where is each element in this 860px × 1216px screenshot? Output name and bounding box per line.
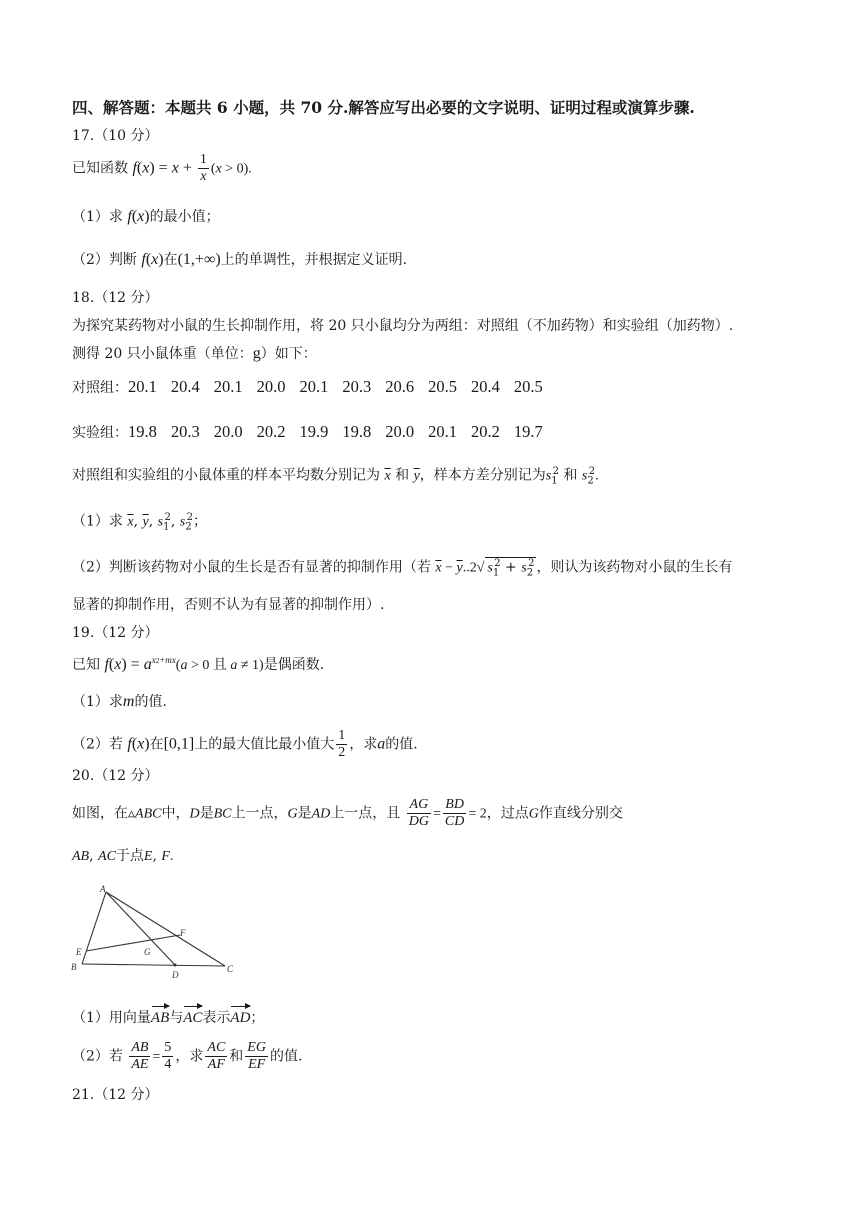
control-value: 20.5	[428, 377, 457, 396]
q18-part2: （2）判断该药物对小鼠的生长是否有显著的抑制作用（若 $\overline{x} - \overline{y}..2√$ $s_1^2 + s_2^2$ ，则认为该药物对小鼠的生长有	[72, 558, 733, 579]
label-g: G	[144, 947, 151, 957]
control-value: 20.0	[256, 377, 286, 396]
q20-part2: （2）若 $\frac{AB}{AE}$ = $\frac{5}{4}$ ，求 $\frac{AC}{AF}$ 和 $\frac{EG}{EF}$ 的值.	[72, 1040, 303, 1073]
q18-stat-def: 对照组和实验组的小鼠体重的样本平均数分别记为 $\overline{x}$ 和 $\overline{y}$，样本方差分别记为$s_1^2$ 和 $s_2^2$.	[72, 466, 599, 487]
q18-part1: （1）求 $\overline{x}$, $\overline{y}$, $s_1^2$, $s_2^2$；	[72, 512, 207, 533]
q18-exp-row: 实验组：19.8 20.3 20.0 20.2 19.9 19.8 20.0 20.1 20.2 19.7	[72, 422, 557, 443]
control-value: 20.4	[471, 377, 500, 396]
edge-ab	[82, 892, 106, 964]
section-heading: 四、解答题：本题共 6 小题，共 70 分.解答应写出必要的文字说明、证明过程或演算步骤.	[72, 98, 695, 117]
experimental-value: 20.1	[428, 422, 457, 441]
experimental-value: 19.8	[342, 422, 372, 441]
edge-bc	[82, 964, 225, 966]
experimental-value: 20.0	[213, 422, 243, 441]
q17-intro: 已知函数 f(x) = x + $\frac{1}{x}$ (x > 0).	[72, 152, 252, 185]
q17-part2: （2）判断 f(x)在(1,+∞)上的单调性，并根据定义证明.	[72, 251, 408, 268]
q18-control-row: 对照组：20.1 20.4 20.1 20.0 20.1 20.3 20.6 20.5 20.4 20.5	[72, 377, 557, 398]
control-value: 20.3	[342, 377, 372, 396]
q18-line1: 为探究某药物对小鼠的生长抑制作用，将 20 只小鼠均分为两组：对照组（不加药物）和实验组（加药物）.	[72, 318, 734, 334]
line-ef	[86, 935, 180, 951]
point-d	[174, 964, 177, 967]
experimental-value: 19.9	[299, 422, 329, 441]
experimental-value: 20.3	[170, 422, 200, 441]
label-e: E	[76, 947, 82, 957]
q19-intro: 已知 $f(x) = a^{x2+mx}(a > 0$ 且 a ≠ 1)是偶函数.	[72, 655, 325, 673]
q21-label: 21.（12 分）	[72, 1087, 159, 1103]
label-f: F	[180, 928, 186, 938]
control-value: 20.4	[170, 377, 200, 396]
experimental-value: 20.2	[256, 422, 286, 441]
q20-line1: 如图，在▵ABC中，D是BC上一点，G是AD上一点，且 $\frac{AG}{DG}$ = $\frac{BD}{CD}$ = 2，过点G作直线分别交	[72, 797, 623, 830]
experimental-values	[128, 422, 557, 441]
label-b: B	[71, 962, 77, 972]
triangle-figure	[70, 884, 240, 984]
q20-line2: AB, AC于点E, F.	[72, 848, 174, 864]
label-a: A	[100, 884, 106, 894]
control-value: 20.1	[213, 377, 243, 396]
label-c: C	[227, 964, 234, 974]
control-value: 20.5	[513, 377, 543, 396]
control-values	[128, 377, 557, 396]
q17-label: 17.（10 分）	[72, 128, 159, 144]
q20-label: 20.（12 分）	[72, 768, 159, 784]
q17-part1: （1）求 f(x)的最小值；	[72, 208, 220, 225]
q18-part2-cont: 显著的抑制作用，否则不认为有显著的抑制作用）.	[72, 597, 385, 613]
q19-part1: （1）求m的值.	[72, 693, 167, 710]
q20-part1: （1）用向量AB与AC表示AD；	[72, 1003, 264, 1028]
control-value: 20.1	[128, 377, 157, 396]
control-value: 20.6	[385, 377, 415, 396]
control-value: 20.1	[299, 377, 329, 396]
experimental-value: 20.0	[385, 422, 415, 441]
experimental-value: 20.2	[471, 422, 500, 441]
q18-label: 18.（12 分）	[72, 290, 159, 306]
experimental-value: 19.8	[128, 422, 157, 441]
label-d: D	[172, 970, 179, 980]
q19-label: 19.（12 分）	[72, 625, 159, 641]
q18-line2: 测得 20 只小鼠体重（单位：g）如下：	[72, 345, 317, 362]
experimental-value: 19.7	[513, 422, 543, 441]
q19-part2: （2）若 f(x)在[0,1]上的最大值比最小值大 $\frac{1}{2}$ ，求a的值.	[72, 728, 418, 761]
